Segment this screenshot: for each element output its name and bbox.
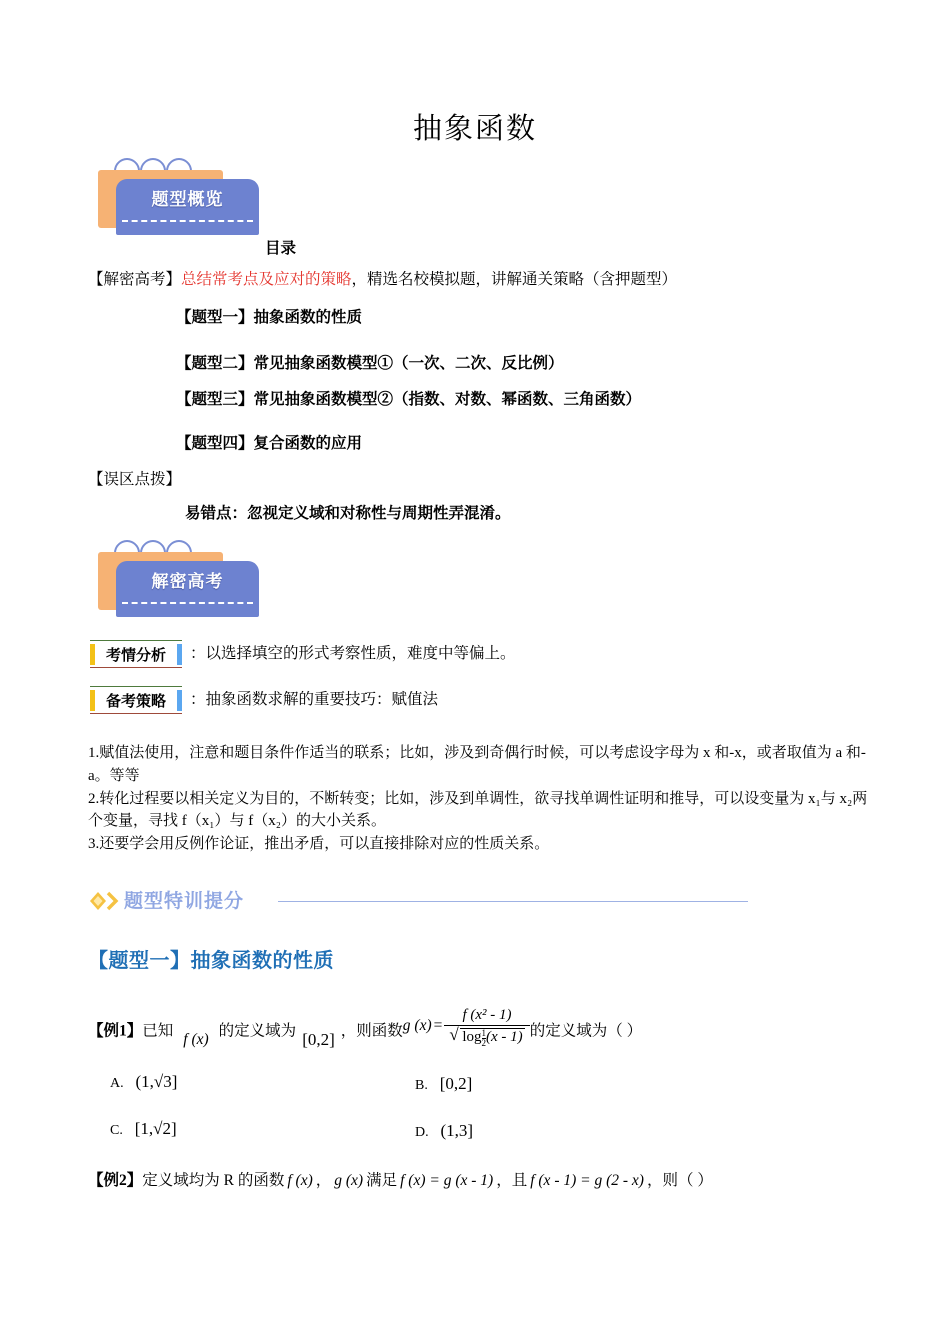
example-2-comma2: ，且 <box>496 1172 528 1189</box>
option-a-value: (1,√3] <box>135 1072 178 1091</box>
exam-analysis-chip <box>90 640 182 668</box>
example-1-option-a[interactable] <box>110 1072 177 1092</box>
example-2-t2: 满足 <box>366 1172 398 1189</box>
catalog-item-4: 【题型四】复合函数的应用 <box>176 435 363 452</box>
prep-strategy-text: ：抽象函数求解的重要技巧：赋值法 <box>190 691 439 708</box>
example-2-gx: g (x) <box>334 1172 364 1189</box>
chip-right-bar <box>177 690 182 711</box>
training-banner <box>88 886 788 916</box>
badge-blue-panel <box>116 179 259 235</box>
option-b-value: [0,2] <box>439 1074 473 1093</box>
exam-analysis-text: ：以选择填空的形式考察性质，难度中等偏上。 <box>190 645 516 662</box>
option-b-label: B. <box>415 1078 428 1093</box>
example-1-fx: f (x) <box>183 1031 209 1049</box>
badge-overview <box>98 158 273 238</box>
example-2-line <box>88 1168 713 1190</box>
catalog-item-2: 【题型二】常见抽象函数模型①（一次、二次、反比例） <box>176 355 564 372</box>
example-1-option-b[interactable] <box>415 1074 472 1094</box>
decode-line <box>88 268 677 291</box>
badge-decode <box>98 540 273 620</box>
pitfall-heading: 【误区点拨】 <box>88 471 182 488</box>
example-1-line <box>88 1007 643 1052</box>
example-1-tag: 【例1】 <box>88 1022 143 1040</box>
example-1-log: log <box>462 1028 482 1045</box>
strategy-line-1: 1.赋值法使用，注意和题目条件作适当的联系；比如，涉及到奇偶行时候，可以考虑设字母为 x 和-x，或者取值为 a 和-a。等等 <box>88 745 866 784</box>
option-d-label: D. <box>415 1125 429 1140</box>
example-2-comma1: ， <box>315 1172 332 1189</box>
badge-decode-label: 解密高考 <box>151 572 224 592</box>
pitfall-text: 易错点：忽视定义域和对称性与周期性弄混淆。 <box>185 505 511 522</box>
decode-line-highlight: 总结常考点及应对的策略 <box>181 271 352 288</box>
badge-blue-panel <box>116 561 259 617</box>
prep-strategy-chip-label: 备考策略 <box>106 692 167 710</box>
example-1-option-c[interactable] <box>110 1119 177 1139</box>
example-2-t1: 定义域均为 R 的函数 <box>142 1172 285 1189</box>
strategy-line-3: 3.还要学会用反例作论证，推出矛盾，可以直接排除对应的性质关系。 <box>88 836 550 853</box>
option-c-label: C. <box>110 1123 123 1138</box>
example-1-t3: ，则函数 <box>340 1022 403 1040</box>
badge-dashed-divider <box>122 602 253 604</box>
example-1-numerator: f (x² - 1) <box>444 1008 529 1026</box>
diamond-chevron-icon <box>88 890 122 912</box>
catalog-heading: 目录 <box>265 239 297 257</box>
example-2-eq2: f (x - 1) = g (2 - x) <box>530 1172 644 1189</box>
badge-dashed-divider <box>122 220 253 222</box>
example-2-t3: ，则（ ） <box>646 1172 713 1189</box>
catalog-item-3: 【题型三】常见抽象函数模型②（指数、对数、幂函数、三角函数） <box>176 391 642 408</box>
example-1-t1: 已知 <box>142 1022 174 1040</box>
banner-rule <box>278 901 748 902</box>
example-1-t4: 的定义域为（ ） <box>529 1022 643 1040</box>
chip-left-bar <box>90 690 95 711</box>
page-title: 抽象函数 <box>412 111 537 145</box>
example-1-equals: = <box>433 1017 443 1035</box>
option-c-value: [1,√2] <box>134 1119 177 1138</box>
option-a-label: A. <box>110 1076 124 1091</box>
example-1-option-d[interactable] <box>415 1121 473 1141</box>
chip-right-bar <box>177 644 182 665</box>
decode-line-rest: ，精选名校模拟题，讲解通关策略（含押题型） <box>351 271 678 288</box>
decode-line-prefix: 【解密高考】 <box>88 271 182 288</box>
option-d-value: (1,3] <box>440 1121 474 1140</box>
prep-strategy-row <box>90 686 438 716</box>
badge-overview-label: 题型概览 <box>151 190 224 210</box>
strategy-line-2: 2.转化过程要以相关定义为目的，不断转变；比如，涉及到单调性，欲寻找单调性证明和推导，可以设变量为 x₁与 x₂两个变量，寻找 f（x₁）与 f（x₂）的大小关系。 <box>88 790 868 830</box>
prep-strategy-chip <box>90 686 182 714</box>
exam-analysis-row <box>90 640 516 670</box>
qtype-one-heading: 【题型一】抽象函数的性质 <box>88 948 334 972</box>
sqrt-icon <box>449 1028 524 1048</box>
training-banner-title: 题型特训提分 <box>124 890 245 912</box>
catalog-item-1: 【题型一】抽象函数的性质 <box>176 309 363 326</box>
example-1-t2: 的定义域为 <box>218 1022 297 1040</box>
example-1-gx: g (x) <box>402 1017 432 1035</box>
chip-left-bar <box>90 644 95 665</box>
example-1-log-arg: (x - 1) <box>486 1028 523 1045</box>
example-1-log-base: $\frac{1}{2}$ <box>481 1027 487 1048</box>
example-1-domain: [0,2] <box>302 1030 335 1050</box>
example-2-eq1: f (x) = g (x - 1) <box>400 1172 494 1189</box>
strategy-paragraph <box>88 742 878 856</box>
example-2-fx: f (x) <box>287 1172 313 1189</box>
example-1-denominator <box>444 1026 529 1048</box>
example-2-tag: 【例2】 <box>88 1172 143 1189</box>
exam-analysis-chip-label: 考情分析 <box>106 646 167 664</box>
example-1-fraction <box>444 1008 529 1048</box>
